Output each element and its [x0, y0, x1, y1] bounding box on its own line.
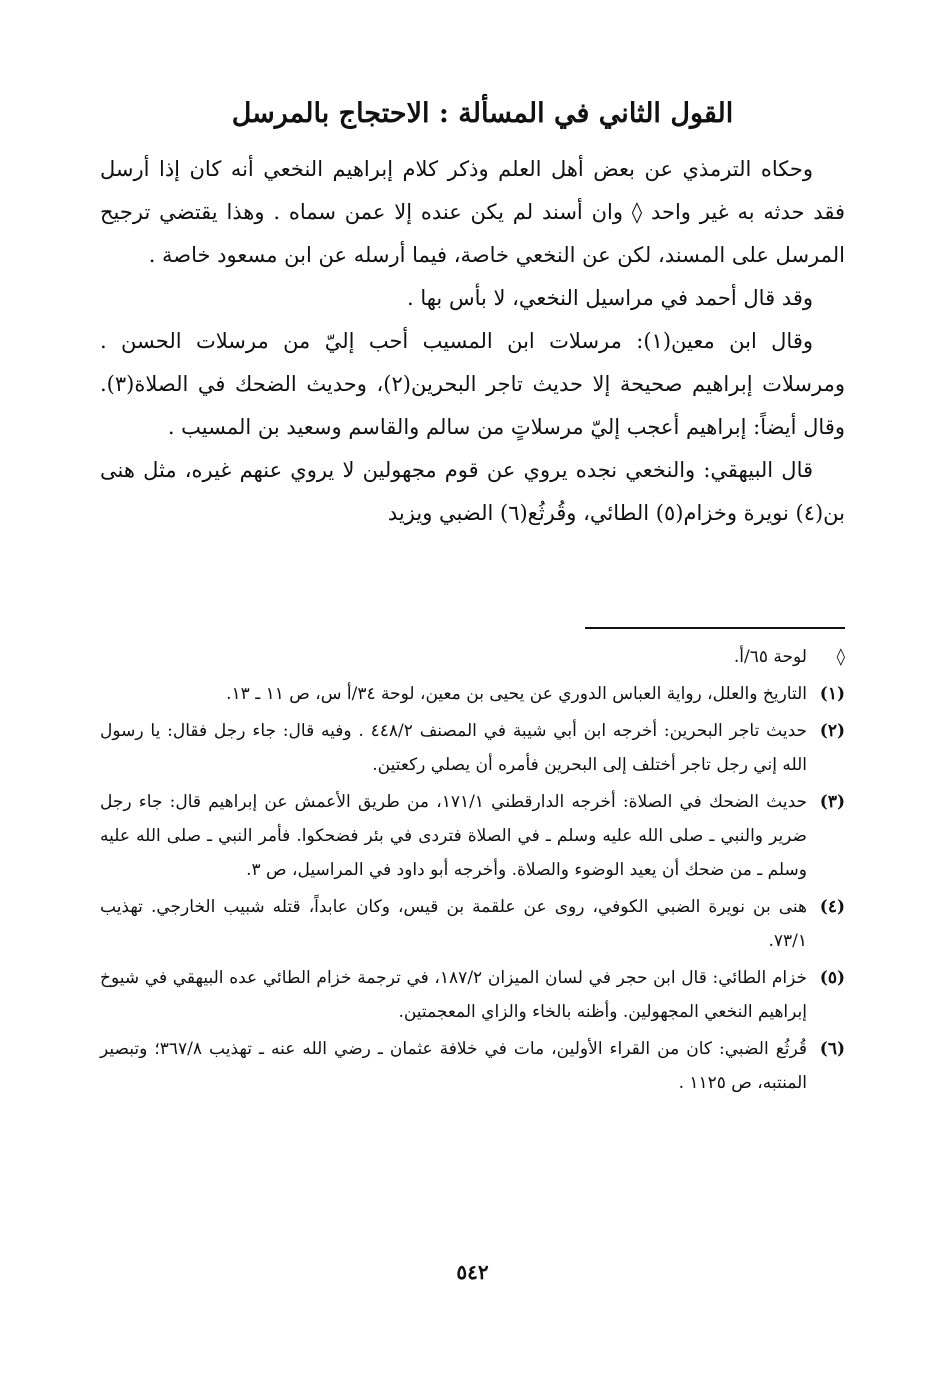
footnote-item	[100, 1032, 845, 1100]
footnote-marker: ◊	[836, 647, 845, 667]
footnote-divider	[585, 627, 845, 629]
footnote-item	[100, 677, 845, 711]
footnote-text: لوحة ٦٥/أ.	[733, 647, 807, 667]
footnote-text: حديث الضحك في الصلاة: أخرجه الدارقطني ١٧١/١، من طريق الأعمش عن إبراهيم قال: جاء رجل ضرير والنبي ـ صلى الله عليه وسلم ـ في الصلاة فتردى في بئر فضحكوا. فأمر النبي ـ صلى الله عليه وسلم ـ من ضحك أن يعيد الوضوء والصلاة. وأخرجه أبو داود في المراسيل، ص ٣.	[100, 792, 808, 880]
footnote-number: (٤)	[819, 897, 845, 917]
footnote-text: هنى بن نويرة الضبي الكوفي، روى عن علقمة بن قيس، وكان عابداً، قتله شبيب الخارجي. تهذيب ٧٣/١.	[100, 897, 807, 951]
paragraph-bayhaqi: قال البيهقي: والنخعي نجده يروي عن قوم مجهولين لا يروي عنهم غيره، مثل هنى بن(٤) نويرة وخزام(٥) الطائي، وقُرثُع(٦) الضبي ويزيد	[100, 458, 845, 525]
footnote-number: (١)	[819, 684, 845, 704]
footnote-item	[100, 785, 845, 887]
footnote-item	[100, 890, 845, 958]
footnote-text: حديث تاجر البحرين: أخرجه ابن أبي شيبة في المصنف ٤٤٨/٢ . وفيه قال: جاء رجل فقال: يا رسول الله إني رجل تاجر أختلف إلى البحرين فأمره أن يصلي ركعتين.	[100, 721, 808, 775]
paragraph-ibn-maeen: وقال ابن معين(١): مرسلات ابن المسيب أحب إليّ من مرسلات الحسن . ومرسلات إبراهيم صحيحة إلا حديث تاجر البحرين(٢)، وحديث الضحك في الصلاة(٣). وقال أيضاً: إبراهيم أعجب إليّ مرسلاتٍ من سالم والقاسم وسعيد بن المسيب .	[100, 329, 845, 439]
footnote-item	[100, 640, 845, 674]
footnote-number: (٣)	[819, 792, 845, 812]
footnote-number: (٥)	[819, 968, 845, 988]
footnote-number: (٢)	[819, 721, 845, 741]
footnote-item	[100, 714, 845, 782]
main-text	[100, 148, 845, 535]
footnote-text: التاريخ والعلل، رواية العباس الدوري عن يحيى بن معين، لوحة ٣٤/أ س، ص ١١ ـ ١٣.	[226, 684, 807, 704]
page-title: القول الثاني في المسألة : الاحتجاج بالمرسل	[231, 98, 734, 129]
footnote-number: (٦)	[819, 1039, 845, 1059]
footnotes	[100, 640, 845, 1103]
paragraph-tirmidhi: وحكاه الترمذي عن بعض أهل العلم وذكر كلام إبراهيم النخعي أنه كان إذا أرسل فقد حدثه به غير واحد ◊ وان أسند لم يكن عنده إلا عمن سماه . وهذا يقتضي ترجيح المرسل على المسند، لكن عن النخعي خاصة، فيما أرسله عن ابن مسعود خاصة .	[100, 157, 845, 267]
footnote-text: قُرثُع الضبي: كان من القراء الأولين، مات في خلافة عثمان ـ رضي الله عنه ـ تهذيب ٣٦٧/٨؛ وتبصير المنتبه، ص ١١٢٥ .	[100, 1039, 807, 1093]
page-number: ٥٤٢	[456, 1260, 489, 1284]
footnote-item	[100, 961, 845, 1029]
paragraph-ahmad: وقد قال أحمد في مراسيل النخعي، لا بأس بها .	[407, 286, 813, 310]
footnote-text: خزام الطائي: قال ابن حجر في لسان الميزان ١٨٧/٢، في ترجمة خزام الطائي عده البيهقي في شيوخ إبراهيم النخعي المجهولين. وأظنه بالخاء والزاي المعجمتين.	[100, 968, 807, 1022]
